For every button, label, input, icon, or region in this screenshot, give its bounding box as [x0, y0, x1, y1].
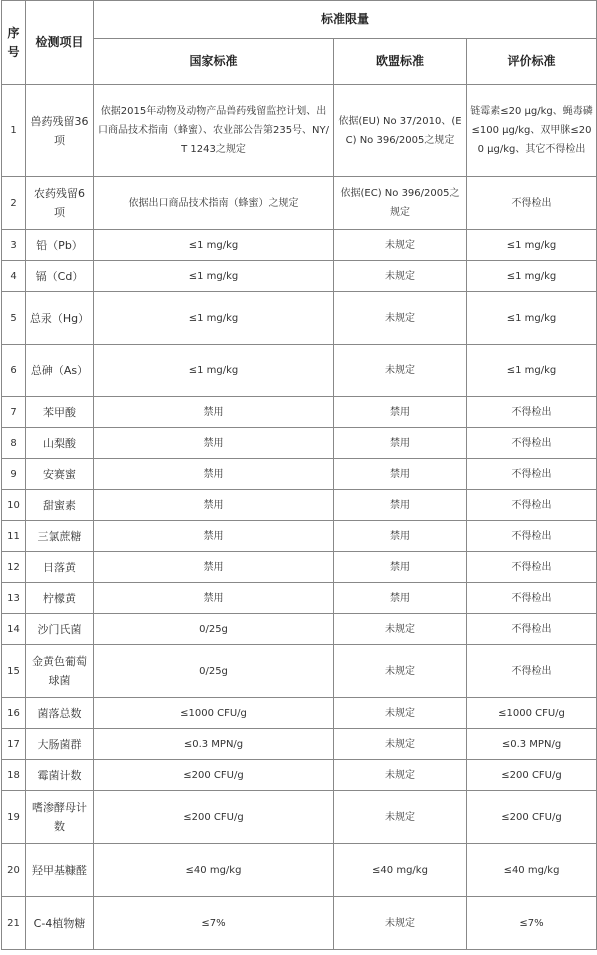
row-eval: 不得检出 — [467, 552, 597, 583]
row-index: 6 — [2, 345, 26, 397]
row-index: 20 — [2, 844, 26, 897]
row-item: 菌落总数 — [26, 698, 94, 729]
row-eval: 不得检出 — [467, 645, 597, 698]
row-item: 苯甲酸 — [26, 397, 94, 428]
header-limit: 标准限量 — [94, 1, 597, 39]
table-row — [2, 292, 597, 345]
table-row — [2, 698, 597, 729]
row-eu: 未规定 — [334, 345, 467, 397]
header-national: 国家标准 — [94, 39, 334, 85]
row-eu: 未规定 — [334, 698, 467, 729]
row-eu: 未规定 — [334, 261, 467, 292]
row-item: 镉（Cd） — [26, 261, 94, 292]
row-eval: 不得检出 — [467, 521, 597, 552]
row-eu: 未规定 — [334, 230, 467, 261]
row-item: 沙门氏菌 — [26, 614, 94, 645]
row-index: 5 — [2, 292, 26, 345]
row-national: 禁用 — [94, 521, 334, 552]
row-eval: ≤40 mg/kg — [467, 844, 597, 897]
table-row — [2, 760, 597, 791]
table-row — [2, 230, 597, 261]
table-row — [2, 844, 597, 897]
row-eu: 依据(EU) No 37/2010、(EC) No 396/2005之规定 — [334, 85, 467, 177]
row-eu: 禁用 — [334, 428, 467, 459]
row-eval: 不得检出 — [467, 428, 597, 459]
header-eval: 评价标准 — [467, 39, 597, 85]
table-row — [2, 459, 597, 490]
row-index: 11 — [2, 521, 26, 552]
row-national: ≤200 CFU/g — [94, 791, 334, 844]
row-eval: 不得检出 — [467, 490, 597, 521]
table-row — [2, 897, 597, 950]
row-index: 18 — [2, 760, 26, 791]
table-row — [2, 428, 597, 459]
row-item: 嗜渗酵母计数 — [26, 791, 94, 844]
row-eu: 禁用 — [334, 397, 467, 428]
table-row — [2, 583, 597, 614]
row-index: 12 — [2, 552, 26, 583]
row-item: 柠檬黄 — [26, 583, 94, 614]
header-index: 序号 — [2, 1, 26, 85]
row-eu: 禁用 — [334, 583, 467, 614]
row-eu: ≤40 mg/kg — [334, 844, 467, 897]
row-item: 农药残留6项 — [26, 177, 94, 230]
row-eval: 不得检出 — [467, 459, 597, 490]
row-eval: ≤1 mg/kg — [467, 230, 597, 261]
table-row — [2, 552, 597, 583]
row-eu: 未规定 — [334, 292, 467, 345]
row-eval: 链霉素≤20 μg/kg、蝇毒磷≤100 μg/kg、双甲脒≤200 μg/kg、其它不得检出 — [467, 85, 597, 177]
row-eu: 禁用 — [334, 459, 467, 490]
table-row — [2, 521, 597, 552]
row-index: 9 — [2, 459, 26, 490]
row-national: 禁用 — [94, 428, 334, 459]
row-item: 羟甲基糠醛 — [26, 844, 94, 897]
table-row — [2, 614, 597, 645]
header-eu: 欧盟标准 — [334, 39, 467, 85]
table-row — [2, 177, 597, 230]
table-row — [2, 345, 597, 397]
table-row — [2, 85, 597, 177]
row-eu: 未规定 — [334, 760, 467, 791]
row-national: 0/25g — [94, 645, 334, 698]
row-eval: ≤1 mg/kg — [467, 345, 597, 397]
table-row — [2, 397, 597, 428]
row-item: 金黄色葡萄球菌 — [26, 645, 94, 698]
row-eu: 禁用 — [334, 490, 467, 521]
row-index: 19 — [2, 791, 26, 844]
row-item: 铅（Pb） — [26, 230, 94, 261]
row-item: 安赛蜜 — [26, 459, 94, 490]
row-eu: 禁用 — [334, 521, 467, 552]
table-row — [2, 490, 597, 521]
row-national: ≤1 mg/kg — [94, 261, 334, 292]
row-national: 禁用 — [94, 459, 334, 490]
row-index: 17 — [2, 729, 26, 760]
row-national: 禁用 — [94, 490, 334, 521]
row-national: ≤1000 CFU/g — [94, 698, 334, 729]
row-eval: ≤0.3 MPN/g — [467, 729, 597, 760]
row-index: 21 — [2, 897, 26, 950]
row-eu: 禁用 — [334, 552, 467, 583]
row-item: 三氯蔗糖 — [26, 521, 94, 552]
row-item: 大肠菌群 — [26, 729, 94, 760]
row-index: 1 — [2, 85, 26, 177]
table-row — [2, 729, 597, 760]
row-item: 总砷（As） — [26, 345, 94, 397]
row-index: 16 — [2, 698, 26, 729]
row-national: ≤1 mg/kg — [94, 345, 334, 397]
row-index: 15 — [2, 645, 26, 698]
row-eu: 依据(EC) No 396/2005之规定 — [334, 177, 467, 230]
row-index: 7 — [2, 397, 26, 428]
row-item: 日落黄 — [26, 552, 94, 583]
row-eu: 未规定 — [334, 614, 467, 645]
table-row — [2, 261, 597, 292]
row-index: 3 — [2, 230, 26, 261]
row-national: ≤1 mg/kg — [94, 230, 334, 261]
row-eval: ≤200 CFU/g — [467, 791, 597, 844]
row-national: ≤40 mg/kg — [94, 844, 334, 897]
table-row — [2, 645, 597, 698]
row-eval: 不得检出 — [467, 177, 597, 230]
row-index: 8 — [2, 428, 26, 459]
row-eval: 不得检出 — [467, 614, 597, 645]
row-eu: 未规定 — [334, 729, 467, 760]
row-national: ≤200 CFU/g — [94, 760, 334, 791]
row-eval: ≤7% — [467, 897, 597, 950]
row-item: C-4植物糖 — [26, 897, 94, 950]
row-national: 禁用 — [94, 583, 334, 614]
row-eval: 不得检出 — [467, 397, 597, 428]
standards-table — [1, 0, 597, 950]
row-item: 霉菌计数 — [26, 760, 94, 791]
row-national: 依据出口商品技术指南（蜂蜜）之规定 — [94, 177, 334, 230]
row-national: 依据2015年动物及动物产品兽药残留监控计划、出口商品技术指南（蜂蜜）、农业部公告第235号、NY/T 1243之规定 — [94, 85, 334, 177]
row-national: 禁用 — [94, 552, 334, 583]
row-national: ≤1 mg/kg — [94, 292, 334, 345]
row-national: 0/25g — [94, 614, 334, 645]
row-index: 4 — [2, 261, 26, 292]
row-item: 山梨酸 — [26, 428, 94, 459]
row-eu: 未规定 — [334, 791, 467, 844]
row-index: 10 — [2, 490, 26, 521]
row-eval: 不得检出 — [467, 583, 597, 614]
row-eval: ≤1000 CFU/g — [467, 698, 597, 729]
header-item: 检测项目 — [26, 1, 94, 85]
row-eval: ≤1 mg/kg — [467, 261, 597, 292]
row-national: ≤7% — [94, 897, 334, 950]
row-eu: 未规定 — [334, 897, 467, 950]
row-eval: ≤1 mg/kg — [467, 292, 597, 345]
row-index: 2 — [2, 177, 26, 230]
row-index: 13 — [2, 583, 26, 614]
row-national: ≤0.3 MPN/g — [94, 729, 334, 760]
row-item: 总汞（Hg） — [26, 292, 94, 345]
row-item: 甜蜜素 — [26, 490, 94, 521]
row-national: 禁用 — [94, 397, 334, 428]
row-index: 14 — [2, 614, 26, 645]
row-eu: 未规定 — [334, 645, 467, 698]
row-eval: ≤200 CFU/g — [467, 760, 597, 791]
row-item: 兽药残留36项 — [26, 85, 94, 177]
table-row — [2, 791, 597, 844]
